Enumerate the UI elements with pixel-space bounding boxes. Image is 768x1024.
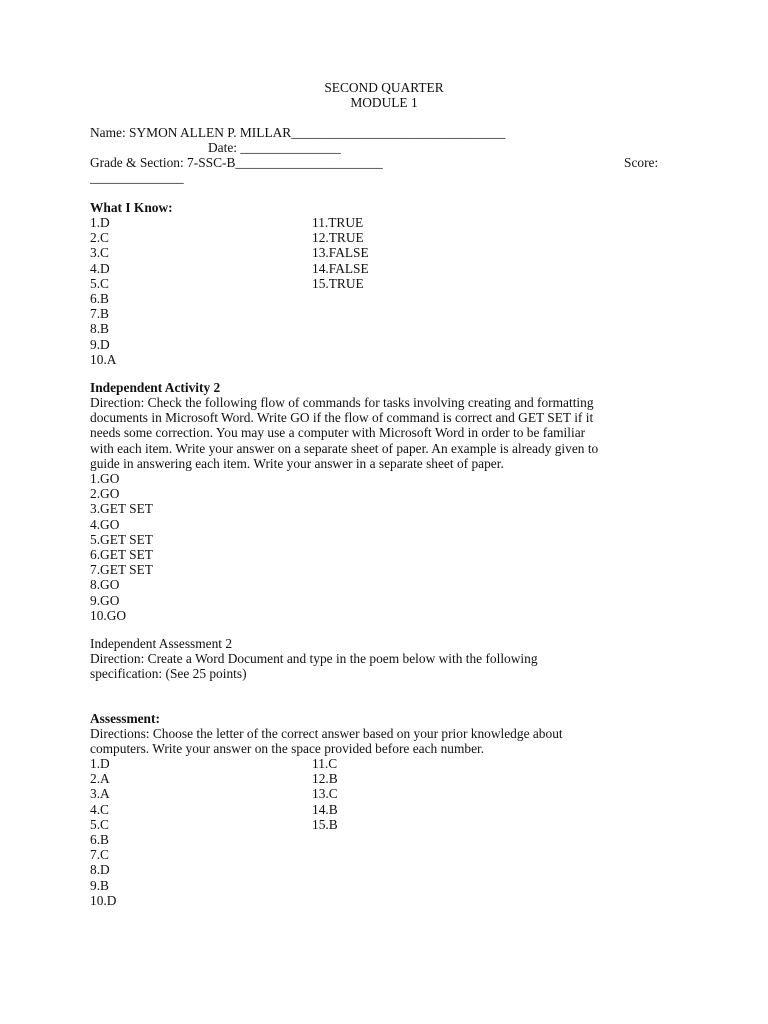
answer-item: 11.C [312, 756, 338, 771]
answer-item: 9.GO [90, 592, 120, 608]
direction-line: documents in Microsoft Word. Write GO if the flow of command is correct and GET SET if it [90, 410, 594, 426]
answer-item: 13.FALSE [312, 245, 369, 261]
answer-item: 6.GET SET [90, 546, 153, 562]
answer-item: 12.B [312, 771, 338, 787]
score-label: Score: [624, 155, 659, 170]
answer-item: 1.GO [90, 471, 120, 486]
answer-item: 13.C [312, 786, 338, 802]
independent-activity-answers [90, 471, 153, 623]
direction-line: guide in answering each item. Write your answer in a separate sheet of paper. [90, 455, 504, 471]
what-i-know-answers-col1 [90, 215, 116, 367]
answer-item: 3.GET SET [90, 501, 153, 517]
answer-item: 11.TRUE [312, 215, 364, 230]
answer-item: 8.D [90, 862, 110, 878]
assessment-answers-col1 [90, 756, 116, 908]
answer-item: 12.TRUE [312, 230, 364, 246]
answer-item: 7.B [90, 306, 109, 322]
direction-line: Direction: Create a Word Document and type in the poem below with the following [90, 651, 538, 666]
assessment-heading: Assessment: [90, 711, 160, 726]
date-line: Date: _______________ [208, 140, 341, 155]
score-blank: ______________ [90, 170, 184, 185]
document-title: SECOND QUARTER [324, 80, 444, 95]
direction-line: needs some correction. You may use a computer with Microsoft Word in order to be familiar [90, 425, 586, 441]
answer-item: 3.A [90, 786, 110, 802]
direction-line: specification: (See 25 points) [90, 666, 247, 682]
answer-item: 1.D [90, 215, 110, 230]
name-line: Name: SYMON ALLEN P. MILLAR________________________________ [90, 125, 506, 140]
answer-item: 9.D [90, 336, 110, 352]
answer-item: 10.A [90, 351, 117, 367]
answer-item: 5.C [90, 275, 109, 291]
answer-item: 7.GET SET [90, 562, 153, 578]
answer-item: 15.TRUE [312, 275, 364, 291]
answer-item: 2.A [90, 771, 110, 787]
independent-activity-direction [90, 395, 598, 471]
document-subtitle: MODULE 1 [350, 95, 418, 110]
grade-section-line: Grade & Section: 7-SSC-B______________________ [90, 155, 383, 170]
answer-item: 4.GO [90, 516, 120, 532]
direction-line: Direction: Check the following flow of commands for tasks involving creating and formatting [90, 395, 594, 410]
direction-line: computers. Write your answer on the space provided before each number. [90, 741, 485, 757]
answer-item: 5.GET SET [90, 531, 153, 547]
answer-item: 14.FALSE [312, 260, 369, 276]
answer-item: 9.B [90, 877, 109, 893]
answer-item: 4.C [90, 801, 109, 817]
answer-item: 8.B [90, 321, 109, 337]
answer-item: 15.B [312, 816, 338, 832]
answer-item: 8.GO [90, 577, 120, 593]
answer-item: 3.C [90, 245, 109, 261]
independent-activity-heading: Independent Activity 2 [90, 380, 221, 395]
answer-item: 2.C [90, 230, 109, 246]
answer-item: 2.GO [90, 486, 120, 502]
answer-item: 5.C [90, 816, 109, 832]
direction-line: Directions: Choose the letter of the correct answer based on your prior knowledge about [90, 726, 563, 741]
independent-assessment-heading: Independent Assessment 2 [90, 636, 233, 651]
answer-item: 6.B [90, 290, 109, 306]
answer-item: 14.B [312, 801, 338, 817]
answer-item: 10.GO [90, 607, 127, 623]
assessment-direction [90, 726, 563, 756]
answer-item: 10.D [90, 892, 117, 908]
what-i-know-heading: What I Know: [90, 200, 173, 215]
answer-item: 1.D [90, 756, 110, 771]
answer-item: 7.C [90, 847, 109, 863]
answer-item: 6.B [90, 831, 109, 847]
direction-line: with each item. Write your answer on a separate sheet of paper. An example is already given to [90, 440, 599, 456]
answer-item: 4.D [90, 260, 110, 276]
assessment-answers-col2 [312, 756, 338, 832]
independent-assessment-direction [90, 651, 538, 681]
what-i-know-answers-col2 [312, 215, 369, 291]
